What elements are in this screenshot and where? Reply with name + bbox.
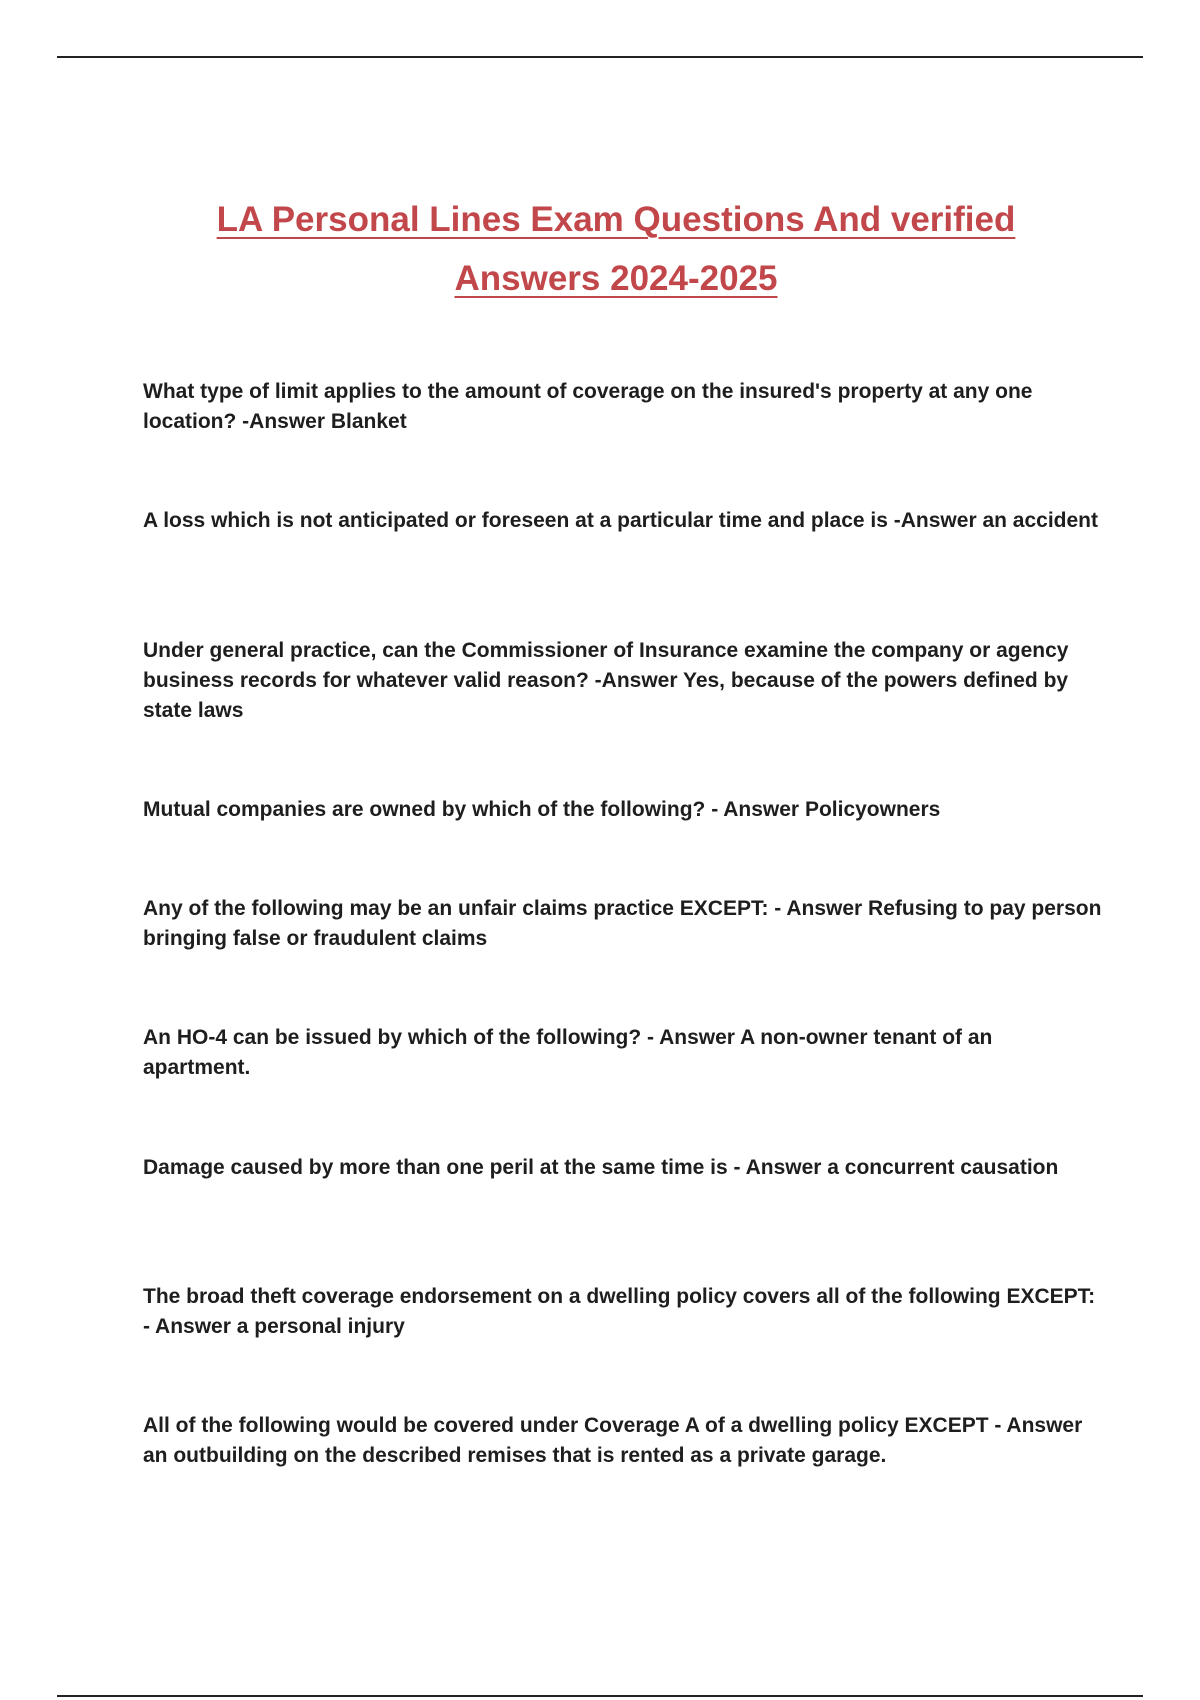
- qa-item: Under general practice, can the Commissioner of Insurance examine the company or agency business records for whatever valid reason? -Answer Yes, because of the powers defined by state laws: [143, 639, 1069, 722]
- header-rule: [57, 56, 1143, 58]
- qa-item: A loss which is not anticipated or foreseen at a particular time and place is -Answer an accident: [143, 509, 1098, 532]
- qa-item: Any of the following may be an unfair claims practice EXCEPT: - Answer Refusing to pay person bringing false or fraudulent claims: [143, 897, 1102, 950]
- title-line-2: Answers 2024-2025: [454, 259, 778, 298]
- document-title: [110, 190, 1122, 308]
- qa-item: Damage caused by more than one peril at the same time is - Answer a concurrent causation: [143, 1156, 1059, 1179]
- title-line-1: LA Personal Lines Exam Questions And verified: [216, 200, 1016, 239]
- qa-item: What type of limit applies to the amount of coverage on the insured's property at any one location? -Answer Blanket: [143, 380, 1033, 433]
- footer-rule: [57, 1695, 1143, 1697]
- qa-item: Mutual companies are owned by which of the following? - Answer Policyowners: [143, 798, 941, 821]
- qa-item: An HO-4 can be issued by which of the following? - Answer A non-owner tenant of an apartment.: [143, 1026, 993, 1079]
- qa-item: All of the following would be covered under Coverage A of a dwelling policy EXCEPT - Answer an outbuilding on the described remises that is rented as a private garage.: [143, 1414, 1083, 1467]
- qa-item: The broad theft coverage endorsement on a dwelling policy covers all of the following EXCEPT: - Answer a personal injury: [143, 1285, 1096, 1338]
